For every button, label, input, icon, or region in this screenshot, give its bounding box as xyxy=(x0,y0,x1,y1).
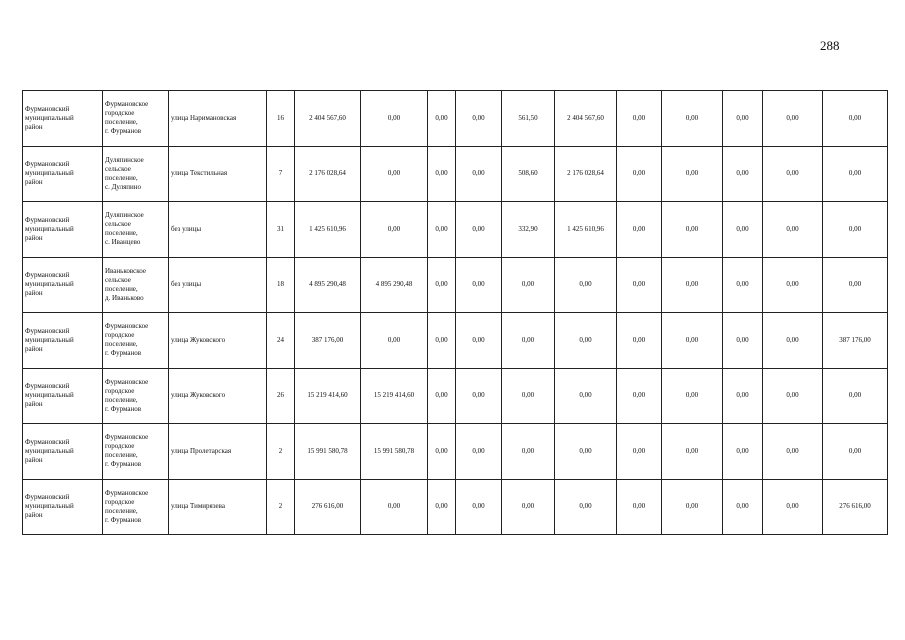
value-cell: 0,00 xyxy=(662,313,723,369)
value-cell: 0,00 xyxy=(502,313,555,369)
value-cell: 0,00 xyxy=(456,479,502,535)
value-cell: 4 895 290,48 xyxy=(361,257,428,313)
value-cell: 0,00 xyxy=(723,202,763,258)
value-cell: 0,00 xyxy=(456,424,502,480)
district-cell: Фурмановский муниципальный район xyxy=(23,146,103,202)
settlement-cell: Фурмановское городское поселение, г. Фурманов xyxy=(103,424,169,480)
settlement-cell: Фурмановское городское поселение, г. Фурманов xyxy=(103,313,169,369)
value-cell: 0,00 xyxy=(617,368,662,424)
value-cell: 0,00 xyxy=(823,146,888,202)
value-cell: 0,00 xyxy=(662,479,723,535)
settlement-cell: Дуляпинское сельское поселение, с. Дуляпино xyxy=(103,146,169,202)
value-cell: 0,00 xyxy=(823,257,888,313)
value-cell: 0,00 xyxy=(763,368,823,424)
value-cell: 15 219 414,60 xyxy=(295,368,361,424)
district-cell: Фурмановский муниципальный район xyxy=(23,257,103,313)
table-row xyxy=(23,91,888,147)
value-cell: 0,00 xyxy=(555,313,617,369)
value-cell: 0,00 xyxy=(502,424,555,480)
value-cell: 0,00 xyxy=(823,424,888,480)
value-cell: 15 219 414,60 xyxy=(361,368,428,424)
value-cell: 0,00 xyxy=(456,202,502,258)
value-cell: 387 176,00 xyxy=(295,313,361,369)
table-row xyxy=(23,424,888,480)
street-cell: без улицы xyxy=(169,202,267,258)
street-cell: улица Тимирязева xyxy=(169,479,267,535)
value-cell: 0,00 xyxy=(723,479,763,535)
value-cell: 0,00 xyxy=(428,257,456,313)
value-cell: 0,00 xyxy=(662,202,723,258)
house-number-cell: 2 xyxy=(267,424,295,480)
district-cell: Фурмановский муниципальный район xyxy=(23,424,103,480)
house-number-cell: 31 xyxy=(267,202,295,258)
value-cell: 0,00 xyxy=(723,368,763,424)
value-cell: 0,00 xyxy=(763,257,823,313)
value-cell: 0,00 xyxy=(662,424,723,480)
district-cell: Фурмановский муниципальный район xyxy=(23,479,103,535)
house-number-cell: 7 xyxy=(267,146,295,202)
value-cell: 0,00 xyxy=(502,257,555,313)
value-cell: 0,00 xyxy=(763,202,823,258)
street-cell: улица Пролетарская xyxy=(169,424,267,480)
street-cell: без улицы xyxy=(169,257,267,313)
value-cell: 0,00 xyxy=(662,91,723,147)
table-row xyxy=(23,368,888,424)
value-cell: 2 404 567,60 xyxy=(555,91,617,147)
value-cell: 15 991 580,78 xyxy=(295,424,361,480)
value-cell: 276 616,00 xyxy=(295,479,361,535)
house-number-cell: 26 xyxy=(267,368,295,424)
settlement-cell: Фурмановское городское поселение, г. Фурманов xyxy=(103,368,169,424)
value-cell: 0,00 xyxy=(823,202,888,258)
value-cell: 0,00 xyxy=(723,257,763,313)
value-cell: 0,00 xyxy=(723,91,763,147)
value-cell: 332,90 xyxy=(502,202,555,258)
value-cell: 4 895 290,48 xyxy=(295,257,361,313)
value-cell: 0,00 xyxy=(456,146,502,202)
data-table xyxy=(22,90,888,535)
value-cell: 0,00 xyxy=(428,479,456,535)
value-cell: 0,00 xyxy=(456,91,502,147)
value-cell: 0,00 xyxy=(723,313,763,369)
table-row xyxy=(23,146,888,202)
value-cell: 0,00 xyxy=(662,257,723,313)
value-cell: 2 176 028,64 xyxy=(555,146,617,202)
value-cell: 0,00 xyxy=(361,313,428,369)
value-cell: 0,00 xyxy=(723,146,763,202)
house-number-cell: 2 xyxy=(267,479,295,535)
value-cell: 0,00 xyxy=(723,424,763,480)
value-cell: 0,00 xyxy=(502,368,555,424)
value-cell: 0,00 xyxy=(763,91,823,147)
value-cell: 561,50 xyxy=(502,91,555,147)
table-row xyxy=(23,313,888,369)
value-cell: 1 425 610,96 xyxy=(555,202,617,258)
value-cell: 0,00 xyxy=(361,479,428,535)
value-cell: 0,00 xyxy=(428,202,456,258)
value-cell: 1 425 610,96 xyxy=(295,202,361,258)
house-number-cell: 16 xyxy=(267,91,295,147)
value-cell: 0,00 xyxy=(555,257,617,313)
settlement-cell: Дуляпинское сельское поселение, с. Иванцево xyxy=(103,202,169,258)
value-cell: 0,00 xyxy=(428,368,456,424)
house-number-cell: 18 xyxy=(267,257,295,313)
value-cell: 0,00 xyxy=(555,479,617,535)
street-cell: улица Жуковского xyxy=(169,313,267,369)
table-row xyxy=(23,202,888,258)
value-cell: 2 404 567,60 xyxy=(295,91,361,147)
value-cell: 0,00 xyxy=(617,146,662,202)
table-row xyxy=(23,257,888,313)
value-cell: 0,00 xyxy=(361,91,428,147)
value-cell: 0,00 xyxy=(428,424,456,480)
settlement-cell: Фурмановское городское поселение, г. Фурманов xyxy=(103,91,169,147)
value-cell: 0,00 xyxy=(428,313,456,369)
district-cell: Фурмановский муниципальный район xyxy=(23,313,103,369)
street-cell: улица Наримановская xyxy=(169,91,267,147)
value-cell: 0,00 xyxy=(456,313,502,369)
settlement-cell: Фурмановское городское поселение, г. Фурманов xyxy=(103,479,169,535)
value-cell: 0,00 xyxy=(662,368,723,424)
value-cell: 0,00 xyxy=(456,368,502,424)
value-cell: 0,00 xyxy=(823,368,888,424)
value-cell: 2 176 028,64 xyxy=(295,146,361,202)
district-cell: Фурмановский муниципальный район xyxy=(23,91,103,147)
value-cell: 0,00 xyxy=(555,424,617,480)
value-cell: 0,00 xyxy=(428,146,456,202)
value-cell: 0,00 xyxy=(361,202,428,258)
district-cell: Фурмановский муниципальный район xyxy=(23,368,103,424)
value-cell: 0,00 xyxy=(763,479,823,535)
value-cell: 0,00 xyxy=(617,479,662,535)
value-cell: 0,00 xyxy=(763,146,823,202)
value-cell: 0,00 xyxy=(555,368,617,424)
street-cell: улица Текстильная xyxy=(169,146,267,202)
table-row xyxy=(23,479,888,535)
value-cell: 0,00 xyxy=(617,202,662,258)
value-cell: 15 991 580,78 xyxy=(361,424,428,480)
value-cell: 0,00 xyxy=(763,313,823,369)
value-cell: 276 616,00 xyxy=(823,479,888,535)
value-cell: 0,00 xyxy=(662,146,723,202)
value-cell: 0,00 xyxy=(823,91,888,147)
value-cell: 508,60 xyxy=(502,146,555,202)
value-cell: 0,00 xyxy=(502,479,555,535)
street-cell: улица Жуковского xyxy=(169,368,267,424)
value-cell: 0,00 xyxy=(617,313,662,369)
value-cell: 0,00 xyxy=(617,257,662,313)
house-number-cell: 24 xyxy=(267,313,295,369)
district-cell: Фурмановский муниципальный район xyxy=(23,202,103,258)
value-cell: 0,00 xyxy=(617,424,662,480)
value-cell: 0,00 xyxy=(456,257,502,313)
value-cell: 0,00 xyxy=(617,91,662,147)
value-cell: 0,00 xyxy=(428,91,456,147)
settlement-cell: Иваньковское сельское поселение, д. Иваньково xyxy=(103,257,169,313)
value-cell: 0,00 xyxy=(763,424,823,480)
value-cell: 0,00 xyxy=(361,146,428,202)
page-number: 288 xyxy=(820,38,840,53)
value-cell: 387 176,00 xyxy=(823,313,888,369)
